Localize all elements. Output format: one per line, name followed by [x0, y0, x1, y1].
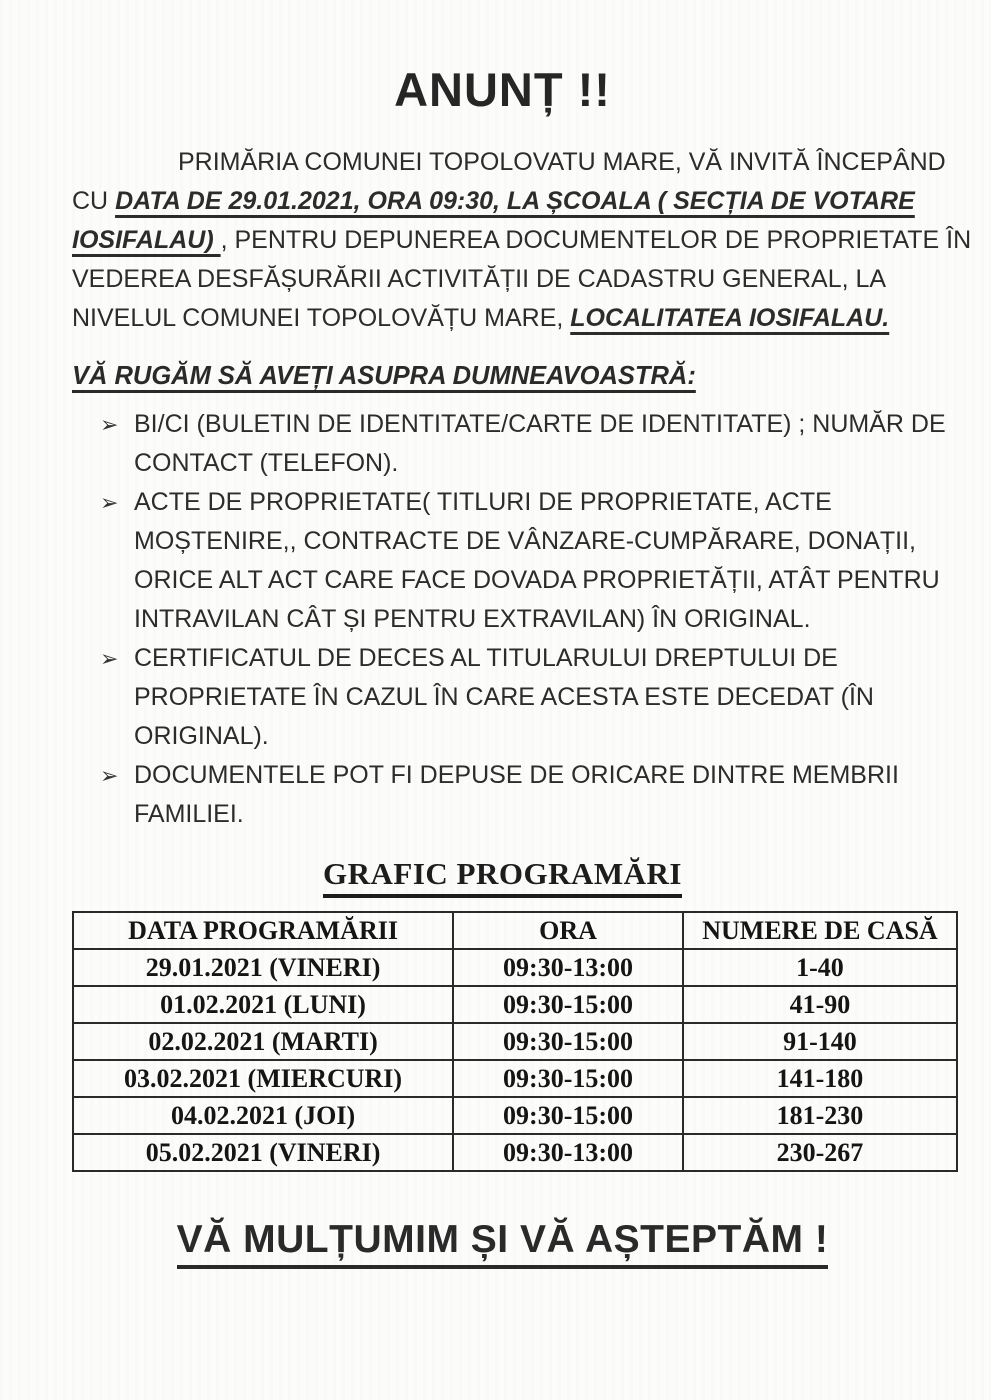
bullet-line: ORIGINAL).	[134, 722, 269, 750]
intro-emphasized-text: DATA DE 29.01.2021, ORA 09:30, LA ȘCOALA ( SECȚIA DE VOTARE	[115, 187, 915, 215]
bullet-text	[134, 483, 940, 639]
schedule-table	[72, 911, 958, 1172]
intro-text: CU	[72, 187, 116, 215]
schedule-cell: 02.02.2021 (MARTI)	[73, 1023, 453, 1060]
bullet-line: PROPRIETATE ÎN CAZUL ÎN CARE ACESTA ESTE DECEDAT (ÎN	[134, 683, 874, 711]
bullet-line: CONTACT (TELEFON).	[134, 449, 399, 477]
instructions-heading: VĂ RUGĂM SĂ AVEȚI ASUPRA DUMNEAVOASTRĂ:	[72, 362, 696, 390]
schedule-cell: 91-140	[683, 1023, 957, 1060]
schedule-table-row	[73, 1097, 957, 1134]
intro-line	[72, 182, 933, 221]
schedule-cell: 181-230	[683, 1097, 957, 1134]
intro-text: PRIMĂRIA COMUNEI TOPOLOVATU MARE, VĂ INVITĂ ÎNCEPÂND	[178, 148, 946, 176]
schedule-cell: 09:30-13:00	[453, 949, 683, 986]
schedule-cell: 09:30-15:00	[453, 986, 683, 1023]
intro-emphasized-text: LOCALITATEA IOSIFALAU.	[570, 304, 890, 332]
schedule-cell: 05.02.2021 (VINERI)	[73, 1134, 453, 1171]
bullet-item	[100, 756, 933, 834]
bullet-text	[134, 405, 946, 483]
schedule-column-header: NUMERE DE CASĂ	[683, 912, 957, 949]
intro-line	[72, 143, 946, 182]
schedule-column-header: DATA PROGRAMĂRII	[73, 912, 453, 949]
footer-message-text: VĂ MULȚUMIM ȘI VĂ AȘTEPTĂM !	[177, 1218, 829, 1269]
schedule-cell: 41-90	[683, 986, 957, 1023]
intro-text: , PENTRU DEPUNEREA DOCUMENTELOR DE PROPRIETATE ÎN	[220, 226, 972, 254]
bullet-line: DOCUMENTELE POT FI DEPUSE DE ORICARE DINTRE MEMBRII	[134, 761, 899, 789]
bullet-item	[100, 639, 933, 756]
bullet-line: CERTIFICATUL DE DECES AL TITULARULUI DREPTULUI DE	[134, 644, 838, 672]
schedule-cell: 141-180	[683, 1060, 957, 1097]
intro-text: NIVELUL COMUNEI TOPOLOVĂȚU MARE,	[72, 304, 571, 332]
schedule-cell: 01.02.2021 (LUNI)	[73, 986, 453, 1023]
arrow-bullet-icon: ➢	[100, 490, 119, 515]
bullet-line: FAMILIEI.	[134, 800, 244, 828]
bullet-line: ACTE DE PROPRIETATE( TITLURI DE PROPRIETATE, ACTE	[134, 488, 832, 516]
intro-line	[72, 221, 972, 260]
schedule-cell: 09:30-15:00	[453, 1060, 683, 1097]
bullet-line: ORICE ALT ACT CARE FACE DOVADA PROPRIETĂȚII, ATÂT PENTRU	[134, 566, 940, 594]
schedule-table-row	[73, 1060, 957, 1097]
schedule-table-row	[73, 1134, 957, 1171]
schedule-table-row	[73, 949, 957, 986]
schedule-header-row	[73, 912, 957, 949]
intro-text: VEDEREA DESFĂȘURĂRII ACTIVITĂȚII DE CADASTRU GENERAL, LA	[72, 265, 887, 293]
schedule-table-row	[73, 986, 957, 1023]
schedule-table-title	[72, 856, 933, 898]
arrow-bullet-icon: ➢	[100, 646, 119, 671]
intro-line	[72, 299, 933, 338]
intro-paragraph	[72, 143, 972, 338]
schedule-table-row	[73, 1023, 957, 1060]
bullet-item	[100, 483, 940, 639]
schedule-cell: 29.01.2021 (VINERI)	[73, 949, 453, 986]
schedule-cell: 230-267	[683, 1134, 957, 1171]
schedule-cell: 09:30-13:00	[453, 1134, 683, 1171]
schedule-column-header: ORA	[453, 912, 683, 949]
intro-line	[72, 260, 933, 299]
schedule-cell: 03.02.2021 (MIERCURI)	[73, 1060, 453, 1097]
bullet-line: MOȘTENIRE,, CONTRACTE DE VÂNZARE-CUMPĂRARE, DONAȚII,	[134, 527, 917, 555]
bullet-line: INTRAVILAN CÂT ȘI PENTRU EXTRAVILAN) ÎN ORIGINAL.	[134, 605, 811, 633]
bullet-text	[134, 639, 933, 756]
schedule-cell: 09:30-15:00	[453, 1097, 683, 1134]
bullet-text	[134, 756, 933, 834]
bullet-item	[100, 405, 946, 483]
footer-message	[72, 1218, 933, 1269]
arrow-bullet-icon: ➢	[100, 412, 119, 437]
page-title: ANUNȚ !!	[394, 63, 611, 116]
intro-emphasized-text: IOSIFALAU)	[72, 226, 221, 254]
bullet-line: BI/CI (BULETIN DE IDENTITATE/CARTE DE IDENTITATE) ; NUMĂR DE	[134, 410, 946, 438]
schedule-table-title-text: GRAFIC PROGRAMĂRI	[323, 856, 682, 898]
schedule-cell: 04.02.2021 (JOI)	[73, 1097, 453, 1134]
requirements-bullet-list	[72, 405, 946, 834]
schedule-cell: 1-40	[683, 949, 957, 986]
arrow-bullet-icon: ➢	[100, 763, 119, 788]
schedule-cell: 09:30-15:00	[453, 1023, 683, 1060]
